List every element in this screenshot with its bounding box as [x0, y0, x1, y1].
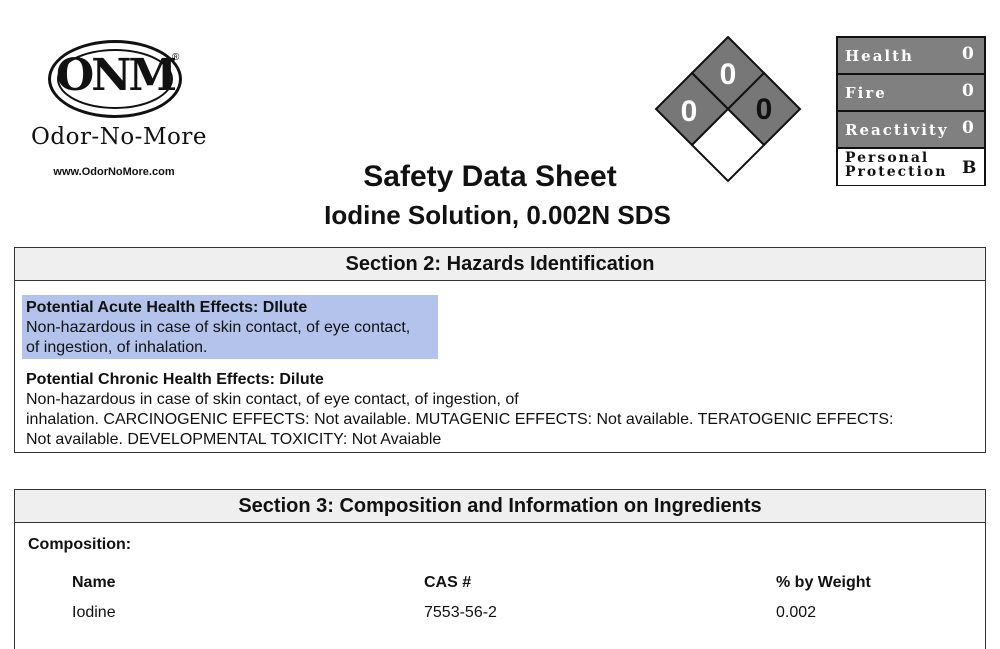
hazard-row-fire	[838, 75, 984, 112]
chronic-effects-text-2: inhalation. CARCINOGENIC EFFECTS: Not available. MUTAGENIC EFFECTS: Not available. TERATOGENIC EFFECTS:	[26, 411, 894, 428]
brand-url[interactable]: www.OdorNoMore.com	[53, 166, 175, 178]
hazard-row-personal-protection	[838, 149, 984, 185]
registered-mark: ®	[172, 52, 180, 63]
hazard-value: 0	[962, 81, 974, 101]
hazard-rating-table	[836, 36, 986, 186]
page-subtitle: Iodine Solution, 0.002N SDS	[324, 200, 671, 230]
ingredient-cas: 7553-56-2	[424, 604, 497, 621]
logo-mark: ONM	[55, 50, 175, 101]
chronic-effects-text-1: Non-hazardous in case of skin contact, of eye contact, of ingestion, of	[26, 391, 519, 408]
hazard-value: B	[962, 158, 977, 178]
nfpa-top-value: 0	[719, 58, 737, 91]
section-3-box	[14, 489, 986, 649]
acute-effects-text-1: Non-hazardous in case of skin contact, of eye contact,	[26, 319, 411, 336]
acute-effects-heading: Potential Acute Health Effects: DIlute	[26, 299, 308, 316]
hazard-label: Reactivity	[845, 121, 949, 139]
page-title: Safety Data Sheet	[363, 160, 617, 193]
hazard-row-health	[838, 38, 984, 75]
ingredient-weight: 0.002	[776, 604, 817, 621]
hazard-label-line1: Personal	[845, 150, 930, 166]
acute-effects-text-2: of ingestion, of inhalation.	[26, 339, 208, 356]
hazard-value: 0	[962, 118, 974, 138]
nfpa-right-value: 0	[755, 93, 773, 126]
hazard-row-reactivity	[838, 112, 984, 149]
brand-name: Odor-No-More	[31, 124, 207, 150]
ingredient-name: Iodine	[72, 604, 116, 621]
section-3-header: Section 3: Composition and Information on Ingredients	[15, 490, 985, 523]
nfpa-left-value: 0	[680, 95, 698, 128]
hazard-label-line2: Protection	[845, 164, 948, 180]
column-header-name: Name	[72, 574, 116, 591]
section-2-header: Section 2: Hazards Identification	[15, 248, 985, 281]
hazard-label: Health	[845, 47, 914, 65]
chronic-effects-text-3: Not available. DEVELOPMENTAL TOXICITY: Not Avaiable	[26, 431, 442, 448]
hazard-value: 0	[962, 44, 974, 64]
column-header-cas: CAS #	[424, 574, 472, 591]
chronic-effects-heading: Potential Chronic Health Effects: Dilute	[26, 371, 324, 388]
hazard-label: Fire	[845, 84, 887, 102]
composition-label: Composition:	[28, 536, 132, 553]
column-header-weight: % by Weight	[776, 574, 871, 591]
